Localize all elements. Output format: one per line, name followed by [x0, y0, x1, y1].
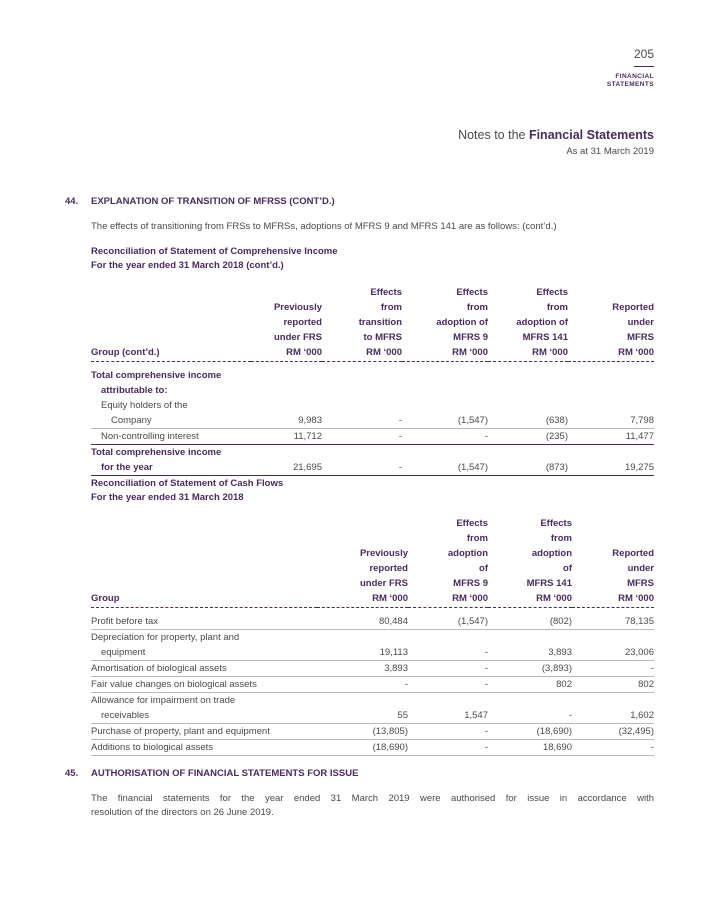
table-cell: (32,495)	[572, 724, 654, 740]
table-cell: -	[408, 677, 488, 693]
table1-col4-line3: adoption of	[516, 317, 568, 328]
table-cell: 21,695	[251, 460, 322, 476]
table-cell: -	[322, 460, 402, 476]
table1-col2-line3: transition	[358, 317, 402, 328]
page-title-prefix: Notes to the	[458, 128, 529, 142]
table1-col1-line1	[251, 285, 322, 300]
table2-header-row	[91, 576, 654, 591]
table2-row-label: Allowance for impairment on trade	[91, 695, 236, 706]
table2-col1-line4: reported	[369, 563, 408, 574]
table2-col1-line1	[317, 516, 408, 531]
table2-row-label: Purchase of property, plant and equipment	[91, 724, 317, 740]
table2-col3-line3: adoption	[531, 548, 572, 559]
table1-header-row	[91, 300, 654, 315]
table-cell: 11,477	[568, 429, 654, 445]
table-row	[91, 429, 654, 445]
table-cell: -	[408, 645, 488, 661]
table-row	[91, 383, 654, 398]
table-row	[91, 740, 654, 756]
table2-header-row	[91, 516, 654, 531]
table1-nci-label: Non-controlling interest	[91, 429, 251, 445]
table1-col5-line2: Reported	[612, 302, 654, 313]
table1-total-label1: Total comprehensive income	[91, 447, 222, 458]
table1-col4-line2: from	[546, 302, 568, 313]
note45-text-line2: resolution of the directors on 26 June 2019.	[91, 807, 274, 818]
table1-col2-line4: to MFRS	[363, 332, 402, 343]
table-row	[91, 677, 654, 693]
table1-col4-line1: Effects	[536, 287, 568, 298]
table-cell: 3,893	[317, 661, 408, 677]
table-row	[91, 413, 654, 429]
table1-heading1: Reconciliation of Statement of Comprehensive Income	[91, 246, 338, 257]
page-title	[458, 128, 654, 142]
table1-col2-unit: RM ‘000	[322, 345, 402, 362]
table-cell: -	[408, 724, 488, 740]
table-cell: 802	[572, 677, 654, 693]
table-cell: 55	[317, 708, 408, 724]
section-label-line1: FINANCIAL	[615, 73, 654, 80]
table2-col3-line5: MFRS 141	[526, 578, 572, 589]
table-cell: 23,006	[572, 645, 654, 661]
table1-header-row	[91, 330, 654, 345]
table2-col2-line3: adoption	[447, 548, 488, 559]
table2-col4-line5: MFRS	[627, 578, 654, 589]
table2-heading2: For the year ended 31 March 2018	[91, 492, 244, 503]
table1-col5-unit: RM ‘000	[568, 345, 654, 362]
table1-header-row	[91, 315, 654, 330]
table2-header-row	[91, 531, 654, 546]
table-cell: 3,893	[488, 645, 572, 661]
table-cell: -	[408, 661, 488, 677]
table1-heading2: For the year ended 31 March 2018 (cont’d.)	[91, 260, 284, 271]
table-row	[91, 460, 654, 476]
table1-col2-line1: Effects	[370, 287, 402, 298]
table1-equity-label1: Equity holders of the	[101, 400, 188, 411]
table2-col1-line5: under FRS	[359, 578, 408, 589]
table2-row-label: Additions to biological assets	[91, 740, 317, 756]
table2-col3-line4: of	[563, 563, 572, 574]
table1-label-header: Group (cont’d.)	[91, 345, 251, 362]
table2-col3-line6: RM ‘000	[488, 591, 572, 608]
note44-heading: EXPLANATION OF TRANSITION OF MFRSS (CONT’D.)	[91, 196, 335, 207]
table-row	[91, 708, 654, 724]
section-label-line2: STATEMENTS	[606, 81, 654, 88]
table-cell: 78,135	[572, 614, 654, 630]
table2-row-label: Amortisation of biological assets	[91, 661, 317, 677]
table1-col1-line2: Previously	[273, 302, 322, 313]
table2-col1-line2	[317, 531, 408, 546]
table-cell: -	[572, 661, 654, 677]
table-cell: (235)	[488, 429, 568, 445]
page-title-bold: Financial Statements	[528, 128, 654, 142]
table1-header-row	[91, 285, 654, 300]
table-cell: -	[322, 429, 402, 445]
page-number-rule	[634, 66, 654, 67]
table2-col4-line4: under	[627, 563, 654, 574]
table-cell: (3,893)	[488, 661, 572, 677]
page-subtitle: As at 31 March 2019	[566, 146, 654, 157]
table-cell: 80,484	[317, 614, 408, 630]
table-cell: -	[572, 740, 654, 756]
table1-col5-line3: under	[627, 317, 654, 328]
table1-total-label2: for the year	[91, 460, 251, 476]
cash-flows-table	[91, 516, 654, 756]
table2-col2-line2: from	[466, 533, 488, 544]
table1-equity-label2: Company	[91, 413, 251, 429]
table2-col4-line2	[572, 531, 654, 546]
table-cell: (18,690)	[488, 724, 572, 740]
table1-col1-line3: reported	[283, 317, 322, 328]
table2-col2-line1: Effects	[456, 518, 488, 529]
table1-header-row	[91, 345, 654, 362]
table2-row-label: Profit before tax	[91, 614, 317, 630]
table-cell: 1,602	[572, 708, 654, 724]
table2-label-header: Group	[91, 591, 317, 608]
table1-col3-line1: Effects	[456, 287, 488, 298]
table2-col4-line6: RM ‘000	[572, 591, 654, 608]
table2-row-label: Fair value changes on biological assets	[91, 677, 317, 693]
section-label	[607, 73, 654, 89]
table1-section-label1: Total comprehensive income	[91, 370, 222, 381]
table2-col4-line1	[572, 516, 654, 531]
note45-number: 45.	[65, 768, 79, 779]
table-cell: 11,712	[251, 429, 322, 445]
table-row	[91, 398, 654, 413]
table2-col3-line2: from	[550, 533, 572, 544]
table1-col3-unit: RM ‘000	[402, 345, 488, 362]
table1-col3-line4: MFRS 9	[453, 332, 488, 343]
table2-col2-line5: MFRS 9	[453, 578, 488, 589]
note45-text-line1: The financial statements for the year ended 31 March 2019 were authorised for issue in accordance with	[91, 793, 654, 804]
table-cell: 19,113	[317, 645, 408, 661]
table-cell: 7,798	[568, 413, 654, 429]
table1-col4-line4: MFRS 141	[522, 332, 568, 343]
table2-heading1: Reconciliation of Statement of Cash Flows	[91, 478, 284, 489]
table-cell: -	[488, 708, 572, 724]
table-cell: -	[322, 413, 402, 429]
table-cell: (873)	[488, 460, 568, 476]
table-cell: -	[408, 740, 488, 756]
table-row	[91, 368, 654, 383]
table-row	[91, 724, 654, 740]
table-cell: 9,983	[251, 413, 322, 429]
table-cell: (1,547)	[408, 614, 488, 630]
table2-col2-line6: RM ‘000	[408, 591, 488, 608]
table2-col1-line6: RM ‘000	[317, 591, 408, 608]
table-row	[91, 614, 654, 630]
table-cell: 1,547	[408, 708, 488, 724]
table-cell: (18,690)	[317, 740, 408, 756]
table-cell: (1,547)	[402, 460, 488, 476]
table-row	[91, 645, 654, 661]
table-cell: 18,690	[488, 740, 572, 756]
comprehensive-income-table	[91, 285, 654, 476]
table2-header-row	[91, 561, 654, 576]
page-number: 205	[633, 47, 654, 61]
table2-row-label: Depreciation for property, plant and	[91, 632, 240, 643]
table2-header-row	[91, 546, 654, 561]
table2-col3-line1: Effects	[540, 518, 572, 529]
note44-intro: The effects of transitioning from FRSs to MFRSs, adoptions of MFRS 9 and MFRS 141 are as follows: (cont’d.)	[91, 221, 557, 232]
table1-col1-line4: under FRS	[273, 332, 322, 343]
table1-col2-line2: from	[380, 302, 402, 313]
table-cell: 19,275	[568, 460, 654, 476]
table-cell: 802	[488, 677, 572, 693]
table-cell: -	[402, 429, 488, 445]
table-row	[91, 630, 654, 646]
table1-col3-line3: adoption of	[436, 317, 488, 328]
table-row	[91, 693, 654, 709]
table-cell: -	[317, 677, 408, 693]
table2-row-label: receivables	[91, 708, 317, 724]
table1-col5-line1	[568, 285, 654, 300]
table-cell: (638)	[488, 413, 568, 429]
table1-col1-unit: RM ‘000	[251, 345, 322, 362]
table-cell: (1,547)	[402, 413, 488, 429]
table1-col5-line4: MFRS	[627, 332, 654, 343]
table2-col2-line4: of	[479, 563, 488, 574]
table2-col4-line3: Reported	[612, 548, 654, 559]
table2-header-row	[91, 591, 654, 608]
table2-col1-line3: Previously	[359, 548, 408, 559]
table-row	[91, 661, 654, 677]
table-cell: (802)	[488, 614, 572, 630]
table1-section-label2: attributable to:	[101, 385, 168, 396]
table-row	[91, 445, 654, 461]
table-cell: (13,805)	[317, 724, 408, 740]
note44-number: 44.	[65, 196, 79, 207]
table1-col4-unit: RM ‘000	[488, 345, 568, 362]
table2-row-label: equipment	[91, 645, 317, 661]
note45-heading: AUTHORISATION OF FINANCIAL STATEMENTS FOR ISSUE	[91, 768, 359, 779]
table1-col3-line2: from	[466, 302, 488, 313]
